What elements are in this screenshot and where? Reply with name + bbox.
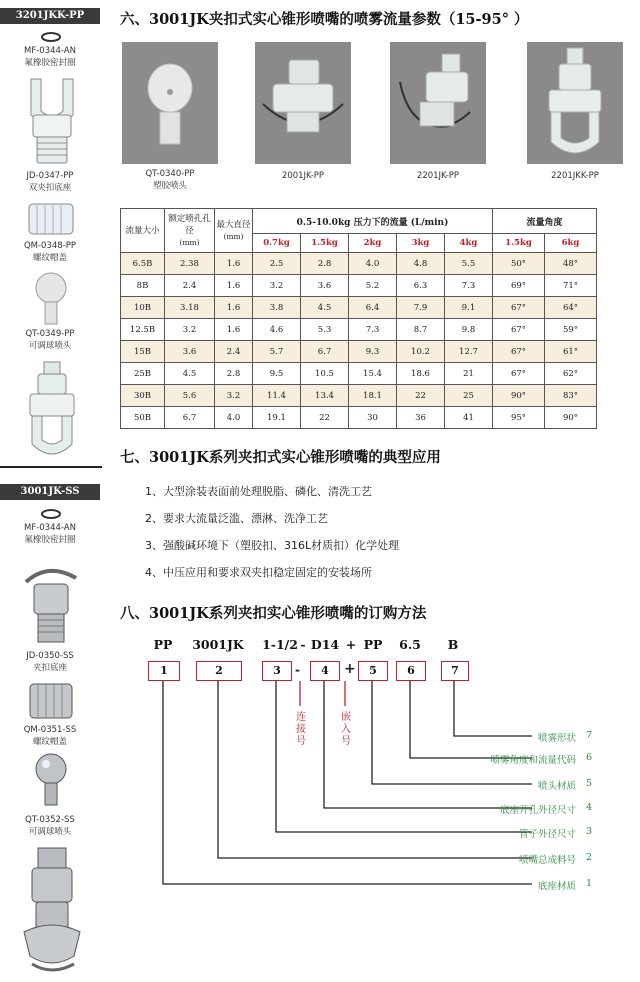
table-cell: 6.5B xyxy=(121,253,165,275)
section7-title: 七、3001JK系列夹扣式实心锥形喷嘴的典型应用 xyxy=(120,449,441,466)
seal-ring-icon xyxy=(40,31,62,43)
code-part: B xyxy=(447,637,459,652)
product-image-2201jk xyxy=(390,42,486,164)
ball-nozzle-icon xyxy=(33,272,69,328)
legend-num: 2 xyxy=(586,852,593,863)
table-cell: 1.6 xyxy=(215,297,253,319)
table-row xyxy=(121,363,597,385)
table-row xyxy=(121,385,597,407)
table-cell: 1.6 xyxy=(215,275,253,297)
legend-label: 底座材质 xyxy=(537,881,576,892)
table-cell: 59° xyxy=(545,319,597,341)
product-caption-2: 2001JK-PP xyxy=(281,171,325,181)
table-cell: 19.1 xyxy=(253,407,301,429)
connector-plus: + xyxy=(344,661,356,677)
pp-assembly-icon xyxy=(22,360,82,460)
table-cell: 4.6 xyxy=(253,319,301,341)
table-cell: 1.6 xyxy=(215,319,253,341)
table-cell: 25B xyxy=(121,363,165,385)
product-caption-1: QT-0340-PP 塑胶喷头 xyxy=(145,169,195,191)
table-cell: 67° xyxy=(493,341,545,363)
table-cell: 9.8 xyxy=(445,319,493,341)
code-box-2: 2 xyxy=(196,661,242,681)
table-cell: 95° xyxy=(493,407,545,429)
table-cell: 11.4 xyxy=(253,385,301,407)
ss-series-tag: 3001JK-SS xyxy=(0,484,100,500)
angle-pressure-header: 1.5kg xyxy=(493,234,545,253)
table-row xyxy=(121,341,597,363)
table-cell: 5.5 xyxy=(445,253,493,275)
table-cell: 4.0 xyxy=(349,253,397,275)
table-cell: 50° xyxy=(493,253,545,275)
table-cell: 90° xyxy=(545,407,597,429)
table-cell: 4.8 xyxy=(397,253,445,275)
table-cell: 10B xyxy=(121,297,165,319)
legend-num: 7 xyxy=(586,730,593,741)
table-cell: 1.6 xyxy=(215,253,253,275)
code-box-7: 7 xyxy=(441,661,469,681)
threaded-cap-icon xyxy=(27,202,75,236)
table-cell: 6.3 xyxy=(397,275,445,297)
table-cell: 69° xyxy=(493,275,545,297)
pp-part-2: JD-0347-PP 双夹扣底座 xyxy=(26,171,74,193)
table-cell: 36 xyxy=(397,407,445,429)
table-cell: 22 xyxy=(301,407,349,429)
table-cell: 67° xyxy=(493,297,545,319)
table-cell: 5.6 xyxy=(165,385,215,407)
table-cell: 5.7 xyxy=(253,341,301,363)
table-cell: 7.3 xyxy=(349,319,397,341)
table-cell: 30 xyxy=(349,407,397,429)
pp-part-1: MF-0344-AN 氟橡胶密封圈 xyxy=(24,46,76,68)
flow-parameter-table xyxy=(120,208,597,429)
code-part: PP xyxy=(153,637,173,652)
pressure-header: 4kg xyxy=(445,234,493,253)
table-cell: 15B xyxy=(121,341,165,363)
table-cell: 3.6 xyxy=(165,341,215,363)
table-cell: 25 xyxy=(445,385,493,407)
table-cell: 18.6 xyxy=(397,363,445,385)
legend-num: 5 xyxy=(586,778,593,789)
application-item: 2、要求大流量泛滥、漂淋、洗净工艺 xyxy=(145,512,328,525)
table-cell: 41 xyxy=(445,407,493,429)
pp-series-tag: 3201JKK-PP xyxy=(0,8,100,24)
table-cell: 15.4 xyxy=(349,363,397,385)
ss-part-2: JD-0350-SS 夹扣底座 xyxy=(26,651,74,673)
code-part: D14 xyxy=(310,637,340,652)
table-cell: 6.7 xyxy=(301,341,349,363)
ss-assembly-icon xyxy=(14,846,88,976)
header-size: 流量大小 xyxy=(121,209,165,253)
table-cell: 3.18 xyxy=(165,297,215,319)
table-cell: 2.8 xyxy=(301,253,349,275)
ss-part-4: QT-0352-SS 可调球喷头 xyxy=(25,815,75,837)
header-angle: 流量角度 xyxy=(493,209,597,234)
table-cell: 3.2 xyxy=(165,319,215,341)
table-row xyxy=(121,319,597,341)
table-cell: 7.9 xyxy=(397,297,445,319)
table-cell: 2.4 xyxy=(165,275,215,297)
ss-part-1: MF-0344-AN 氟橡胶密封圈 xyxy=(24,523,76,545)
table-cell: 64° xyxy=(545,297,597,319)
code-box-6: 6 xyxy=(396,661,426,681)
table-cell: 5.3 xyxy=(301,319,349,341)
pp-part-3: QM-0348-PP 螺纹帽盖 xyxy=(23,241,77,263)
header-orifice: 额定喷孔孔径 (mm) xyxy=(165,209,215,253)
code-box-1: 1 xyxy=(148,661,180,681)
header-passage: 最大直径 (mm) xyxy=(215,209,253,253)
table-cell: 3.2 xyxy=(253,275,301,297)
connector-dash: - xyxy=(295,663,300,677)
ss-ball-nozzle-icon xyxy=(30,752,72,808)
legend-num: 6 xyxy=(586,752,593,763)
table-cell: 12.7 xyxy=(445,341,493,363)
table-cell: 6.4 xyxy=(349,297,397,319)
code-part: PP xyxy=(363,637,383,652)
table-cell: 13.4 xyxy=(301,385,349,407)
table-cell: 3.2 xyxy=(215,385,253,407)
pressure-header: 1.5kg xyxy=(301,234,349,253)
table-cell: 4.5 xyxy=(165,363,215,385)
table-cell: 6.7 xyxy=(165,407,215,429)
table-cell: 48° xyxy=(545,253,597,275)
pressure-header: 2kg xyxy=(349,234,397,253)
legend-label: 喷头材质 xyxy=(537,781,576,792)
header-flow: 0.5-10.0kg 压力下的流量 (L/min) xyxy=(253,209,493,234)
table-row xyxy=(121,297,597,319)
table-cell: 2.4 xyxy=(215,341,253,363)
legend-num: 4 xyxy=(586,802,593,813)
legend-label: 喷雾角度和流量代码 xyxy=(490,755,576,766)
pp-part-4: QT-0349-PP 可调球喷头 xyxy=(25,329,75,351)
sidebar-divider xyxy=(0,466,102,468)
table-row xyxy=(121,407,597,429)
ss-cap-icon xyxy=(28,682,74,720)
code-part: 1-1/2 xyxy=(262,637,298,652)
table-cell: 10.5 xyxy=(301,363,349,385)
connector-label: 连接号 xyxy=(296,712,306,747)
flow-table-body xyxy=(121,253,597,429)
table-cell: 8.7 xyxy=(397,319,445,341)
table-cell: 4.0 xyxy=(215,407,253,429)
application-item: 3、强酸碱环境下（塑胶扣、316L材质扣）化学处理 xyxy=(145,539,400,552)
product-image-2201jkk xyxy=(527,42,623,164)
table-row xyxy=(121,275,597,297)
product-image-qt0340 xyxy=(122,42,218,164)
table-cell: 3.8 xyxy=(253,297,301,319)
legend-label: 喷雾形状 xyxy=(537,733,576,744)
pressure-header: 0.7kg xyxy=(253,234,301,253)
code-box-4: 4 xyxy=(310,661,340,681)
product-image-2001jk xyxy=(255,42,351,164)
table-cell: 67° xyxy=(493,319,545,341)
table-cell: 2.38 xyxy=(165,253,215,275)
table-cell: 4.5 xyxy=(301,297,349,319)
table-cell: 62° xyxy=(545,363,597,385)
code-part: 6.5 xyxy=(399,637,421,652)
code-part: - xyxy=(300,637,306,652)
table-cell: 9.5 xyxy=(253,363,301,385)
product-caption-4: 2201JKK-PP xyxy=(551,171,599,181)
code-part: + xyxy=(345,637,357,652)
legend-num: 1 xyxy=(586,878,593,889)
table-cell: 2.8 xyxy=(215,363,253,385)
table-cell: 61° xyxy=(545,341,597,363)
section8-title: 八、3001JK系列夹扣实心锥形喷嘴的订购方法 xyxy=(120,605,427,622)
table-cell: 22 xyxy=(397,385,445,407)
table-cell: 9.1 xyxy=(445,297,493,319)
table-cell: 50B xyxy=(121,407,165,429)
application-item: 4、中压应用和要求双夹扣稳定固定的安装场所 xyxy=(145,566,372,579)
table-cell: 30B xyxy=(121,385,165,407)
legend-label: 喷嘴总成料号 xyxy=(518,855,576,866)
table-cell: 12.5B xyxy=(121,319,165,341)
clamp-base-icon xyxy=(25,75,79,167)
code-box-5: 5 xyxy=(358,661,388,681)
table-cell: 8B xyxy=(121,275,165,297)
insert-label: 嵌入号 xyxy=(341,712,351,747)
table-cell: 90° xyxy=(493,385,545,407)
table-cell: 21 xyxy=(445,363,493,385)
parts-sidebar xyxy=(0,0,102,982)
legend-num: 3 xyxy=(586,826,593,837)
angle-pressure-header: 6kg xyxy=(545,234,597,253)
legend-label: 管子外径尺寸 xyxy=(518,829,576,840)
table-cell: 10.2 xyxy=(397,341,445,363)
table-cell: 67° xyxy=(493,363,545,385)
table-cell: 9.3 xyxy=(349,341,397,363)
ss-part-3: QM-0351-SS 螺纹帽盖 xyxy=(23,725,77,747)
code-box-3: 3 xyxy=(262,661,292,681)
table-cell: 5.2 xyxy=(349,275,397,297)
code-part: 3001JK xyxy=(192,637,244,652)
product-caption-3: 2201JK-PP xyxy=(416,171,460,181)
pressure-header: 3kg xyxy=(397,234,445,253)
seal-ring-icon xyxy=(40,508,62,520)
table-cell: 2.5 xyxy=(253,253,301,275)
table-cell: 7.3 xyxy=(445,275,493,297)
table-cell: 3.6 xyxy=(301,275,349,297)
ss-clamp-base-icon xyxy=(18,562,84,646)
table-row xyxy=(121,253,597,275)
table-cell: 18.1 xyxy=(349,385,397,407)
legend-label: 底座开孔外径尺寸 xyxy=(499,805,576,816)
section6-title: 六、3001JK夹扣式实心锥形喷嘴的喷雾流量参数（15-95° ） xyxy=(120,11,529,28)
application-item: 1、大型涂装表面前处理脱脂、磷化、清洗工艺 xyxy=(145,485,372,498)
table-cell: 83° xyxy=(545,385,597,407)
table-cell: 71° xyxy=(545,275,597,297)
